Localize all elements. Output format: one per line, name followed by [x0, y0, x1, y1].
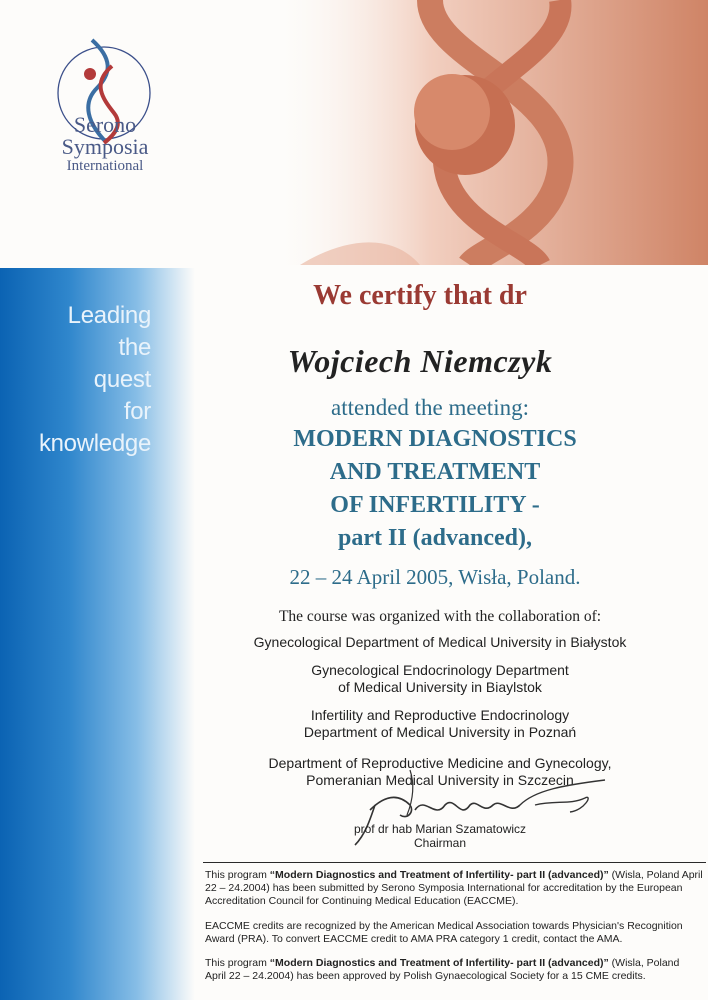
slogan-line: knowledge — [38, 430, 151, 457]
slogan-line: for — [123, 398, 151, 425]
decorative-helix-artwork — [280, 0, 708, 265]
organization-line: Department of Reproductive Medicine and Gynecology, — [268, 755, 612, 771]
organization-line: Gynecological Endocrinology Department — [311, 662, 569, 678]
signatory-role: Chairman — [413, 836, 467, 850]
meeting-title-line: AND TREATMENT — [329, 459, 541, 485]
organization-line: Department of Medical University in Poznań — [303, 724, 577, 740]
signatory-name: prof dr hab Marian Szamatowicz — [353, 822, 527, 836]
accreditation-note-line: 22 – 24.2004) has been submitted by Serono Symposia International for accreditation by the European — [205, 882, 683, 894]
cme-approval-note-line: This program “Modern Diagnostics and Treatment of Infertility- part II (advanced)” (Wisla, Poland — [205, 957, 680, 969]
logo-wordmark-line2: Symposia — [61, 134, 149, 159]
slogan-sidebar — [0, 268, 195, 1000]
meeting-title-line: MODERN DIAGNOSTICS — [293, 426, 577, 452]
organization-line: Infertility and Reproductive Endocrinology — [310, 707, 570, 723]
meeting-title-line: OF INFERTILITY - — [330, 492, 540, 518]
accreditation-note-line: Accreditation Council for Continuing Medical Education (EACCME). — [205, 895, 519, 907]
cme-approval-note-line: April 22 – 24.2004) has been approved by Polish Gynaecological Society for a 15 CME credits. — [205, 970, 646, 982]
recipient-name: Wojciech Niemczyk — [287, 343, 553, 379]
organization-line: Gynecological Department of Medical University in Białystok — [253, 634, 627, 650]
eaccme-note-line: Award (PRA). To convert EACCME credit to AMA PRA category 1 credit, contact the AMA. — [205, 933, 623, 945]
organization-line: Pomeranian Medical University in Szczecin — [306, 772, 574, 788]
attended-text: attended the meeting: — [331, 395, 529, 420]
logo-wordmark-line1: Serono — [73, 112, 137, 137]
meeting-title-line: part II (advanced), — [337, 525, 532, 551]
slogan-line: Leading — [67, 302, 151, 329]
footer-divider — [203, 862, 706, 863]
organization-line: of Medical University in Biaylstok — [338, 679, 542, 695]
meeting-dates: 22 – 24 April 2005, Wisła, Poland. — [289, 565, 581, 589]
serono-symposia-logo — [52, 38, 172, 196]
organized-intro: The course was organized with the collaboration of: — [278, 608, 602, 625]
logo-wordmark-line3: International — [66, 158, 144, 174]
slogan-line: the — [118, 334, 151, 361]
certify-heading: We certify that dr — [313, 280, 527, 311]
eaccme-note-line: EACCME credits are recognized by the American Medical Association towards Physician's Recognition — [205, 920, 683, 932]
slogan-line: quest — [93, 366, 151, 393]
accreditation-note-line: This program “Modern Diagnostics and Treatment of Infertility- part II (advanced)” (Wisla, Poland April — [205, 869, 703, 881]
